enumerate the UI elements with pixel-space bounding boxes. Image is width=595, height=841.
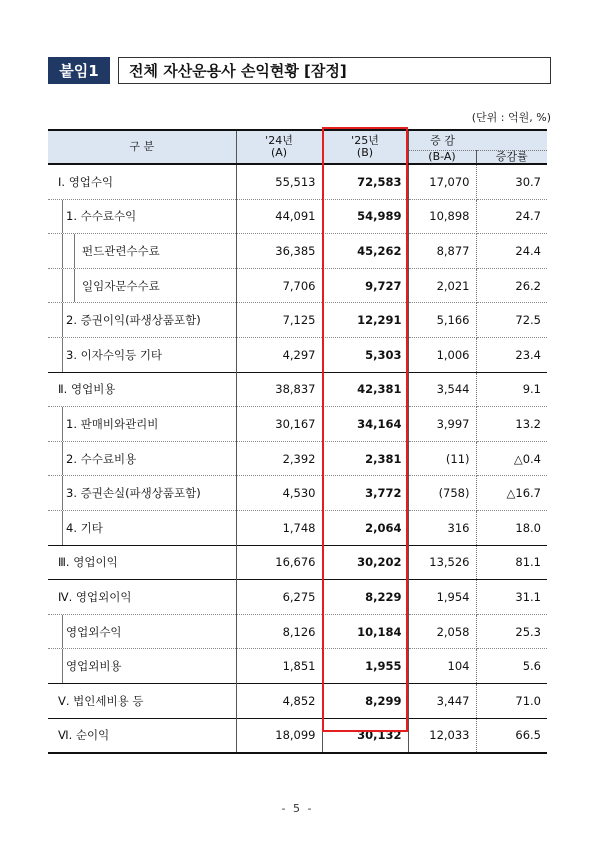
row-label: 일임자문수수료	[82, 278, 160, 293]
value-2025: 8,229	[322, 580, 408, 615]
value-2024: 18,099	[236, 718, 322, 753]
header-change-formula: (B-A)	[408, 151, 476, 165]
value-rate: △0.4	[476, 441, 547, 476]
value-2024: 7,125	[236, 303, 322, 338]
value-2025: 10,184	[322, 614, 408, 649]
row-label-cell	[48, 476, 236, 511]
value-change: 1,006	[408, 337, 476, 372]
row-label: 4. 기타	[66, 520, 103, 535]
value-change: 12,033	[408, 718, 476, 753]
indent-guide	[62, 407, 63, 441]
table-row	[48, 718, 547, 753]
value-rate: 71.0	[476, 683, 547, 718]
table-row	[48, 510, 547, 545]
value-2025: 8,299	[322, 683, 408, 718]
indent-guide	[62, 200, 63, 234]
value-2025: 30,202	[322, 545, 408, 580]
table-row	[48, 164, 547, 199]
value-2024: 8,126	[236, 614, 322, 649]
value-change: 1,954	[408, 580, 476, 615]
indent-guide	[74, 269, 75, 303]
row-label: 1. 수수료수익	[66, 209, 137, 224]
value-rate: 26.2	[476, 268, 547, 303]
value-2025: 54,989	[322, 199, 408, 234]
row-label: Ⅲ. 영업이익	[58, 555, 118, 570]
value-change: 17,070	[408, 164, 476, 199]
profit-loss-table	[48, 129, 547, 754]
row-label: 2. 증권이익(파생상품포함)	[66, 313, 201, 328]
unit-note: (단위 : 억원, %)	[471, 111, 551, 124]
value-2025: 72,583	[322, 164, 408, 199]
value-2024: 30,167	[236, 407, 322, 442]
header-2024-year: '24년	[265, 134, 293, 147]
row-label: 영업외비용	[66, 659, 122, 674]
header-2024	[236, 130, 322, 164]
value-change: (758)	[408, 476, 476, 511]
table-row	[48, 441, 547, 476]
value-2024: 1,851	[236, 649, 322, 684]
header-change-title: 증 감	[430, 133, 455, 147]
header-change	[408, 130, 547, 151]
row-label: 1. 판매비와관리비	[66, 416, 159, 431]
row-label-cell	[48, 441, 236, 476]
row-label: 영업외수익	[66, 624, 122, 639]
indent-guide	[62, 442, 63, 476]
table-row	[48, 649, 547, 684]
table-row	[48, 268, 547, 303]
row-label-cell	[48, 545, 236, 580]
indent-guide	[74, 234, 75, 268]
value-change: 3,544	[408, 372, 476, 407]
row-label: 3. 증권손실(파생상품포함)	[66, 486, 201, 501]
table-row	[48, 683, 547, 718]
value-rate: 30.7	[476, 164, 547, 199]
row-label-cell	[48, 303, 236, 338]
value-change: 2,058	[408, 614, 476, 649]
value-rate: 24.4	[476, 234, 547, 269]
row-label-cell	[48, 164, 236, 199]
value-2025: 9,727	[322, 268, 408, 303]
attachment-badge: 붙임1	[48, 57, 110, 84]
value-2025: 45,262	[322, 234, 408, 269]
value-2025: 2,064	[322, 510, 408, 545]
value-2025: 30,132	[322, 718, 408, 753]
value-change: (11)	[408, 441, 476, 476]
row-label-cell	[48, 683, 236, 718]
row-label: 펀드관련수수료	[82, 243, 160, 258]
row-label-cell	[48, 580, 236, 615]
value-2024: 4,530	[236, 476, 322, 511]
value-rate: △16.7	[476, 476, 547, 511]
row-label-cell	[48, 649, 236, 684]
table-row	[48, 303, 547, 338]
row-label: Ⅰ. 영업수익	[58, 174, 114, 189]
indent-guide	[62, 511, 63, 545]
value-2024: 6,275	[236, 580, 322, 615]
indent-guide	[62, 269, 63, 303]
page-number: - 5 -	[281, 802, 314, 815]
table-row	[48, 372, 547, 407]
value-change: 104	[408, 649, 476, 684]
table-row	[48, 234, 547, 269]
value-rate: 72.5	[476, 303, 547, 338]
row-label: Ⅵ. 순이익	[58, 728, 110, 743]
indent-guide	[62, 615, 63, 649]
table-row	[48, 545, 547, 580]
value-rate: 31.1	[476, 580, 547, 615]
row-label: 3. 이자수익등 기타	[66, 347, 163, 362]
value-rate: 18.0	[476, 510, 547, 545]
value-rate: 24.7	[476, 199, 547, 234]
row-label: Ⅴ. 법인세비용 등	[58, 693, 144, 708]
value-change: 10,898	[408, 199, 476, 234]
value-rate: 25.3	[476, 614, 547, 649]
row-label-cell	[48, 337, 236, 372]
value-change: 3,997	[408, 407, 476, 442]
value-2025: 34,164	[322, 407, 408, 442]
value-2024: 16,676	[236, 545, 322, 580]
value-change: 3,447	[408, 683, 476, 718]
value-change: 5,166	[408, 303, 476, 338]
header-2025-code: (B)	[356, 146, 374, 159]
page-title-text: 전체 자산운용사 손익현황 [잠정]	[129, 62, 347, 80]
header-rate: 증감률	[476, 151, 547, 165]
value-change: 2,021	[408, 268, 476, 303]
value-rate: 5.6	[476, 649, 547, 684]
value-change: 316	[408, 510, 476, 545]
row-label-cell	[48, 407, 236, 442]
indent-guide	[62, 234, 63, 268]
value-2024: 44,091	[236, 199, 322, 234]
value-2025: 2,381	[322, 441, 408, 476]
header-category: 구 분	[48, 130, 236, 164]
value-change: 13,526	[408, 545, 476, 580]
value-2024: 36,385	[236, 234, 322, 269]
value-2024: 4,852	[236, 683, 322, 718]
value-rate: 23.4	[476, 337, 547, 372]
row-label-cell	[48, 268, 236, 303]
indent-guide	[62, 476, 63, 510]
row-label-cell	[48, 718, 236, 753]
value-rate: 66.5	[476, 718, 547, 753]
header-2025-year: '25년	[351, 134, 379, 147]
header-2024-code: (A)	[270, 146, 288, 159]
indent-guide	[62, 338, 63, 372]
table-row	[48, 476, 547, 511]
table-row	[48, 580, 547, 615]
value-rate: 81.1	[476, 545, 547, 580]
value-rate: 13.2	[476, 407, 547, 442]
table-row	[48, 337, 547, 372]
header-2025	[322, 130, 408, 164]
row-label: Ⅳ. 영업외이익	[58, 589, 132, 604]
value-2024: 1,748	[236, 510, 322, 545]
value-2024: 2,392	[236, 441, 322, 476]
row-label: 2. 수수료비용	[66, 451, 137, 466]
table-row	[48, 614, 547, 649]
value-2025: 42,381	[322, 372, 408, 407]
value-2024: 38,837	[236, 372, 322, 407]
value-change: 8,877	[408, 234, 476, 269]
value-2024: 4,297	[236, 337, 322, 372]
value-2024: 55,513	[236, 164, 322, 199]
indent-guide	[62, 649, 63, 683]
row-label-cell	[48, 372, 236, 407]
row-label-cell	[48, 614, 236, 649]
row-label-cell	[48, 510, 236, 545]
row-label: Ⅱ. 영업비용	[58, 382, 116, 397]
value-rate: 9.1	[476, 372, 547, 407]
row-label-cell	[48, 199, 236, 234]
value-2024: 7,706	[236, 268, 322, 303]
value-2025: 12,291	[322, 303, 408, 338]
table-row	[48, 407, 547, 442]
value-2025: 3,772	[322, 476, 408, 511]
row-label-cell	[48, 234, 236, 269]
indent-guide	[62, 303, 63, 337]
value-2025: 1,955	[322, 649, 408, 684]
page-title	[118, 57, 551, 84]
value-2025: 5,303	[322, 337, 408, 372]
table-row	[48, 199, 547, 234]
